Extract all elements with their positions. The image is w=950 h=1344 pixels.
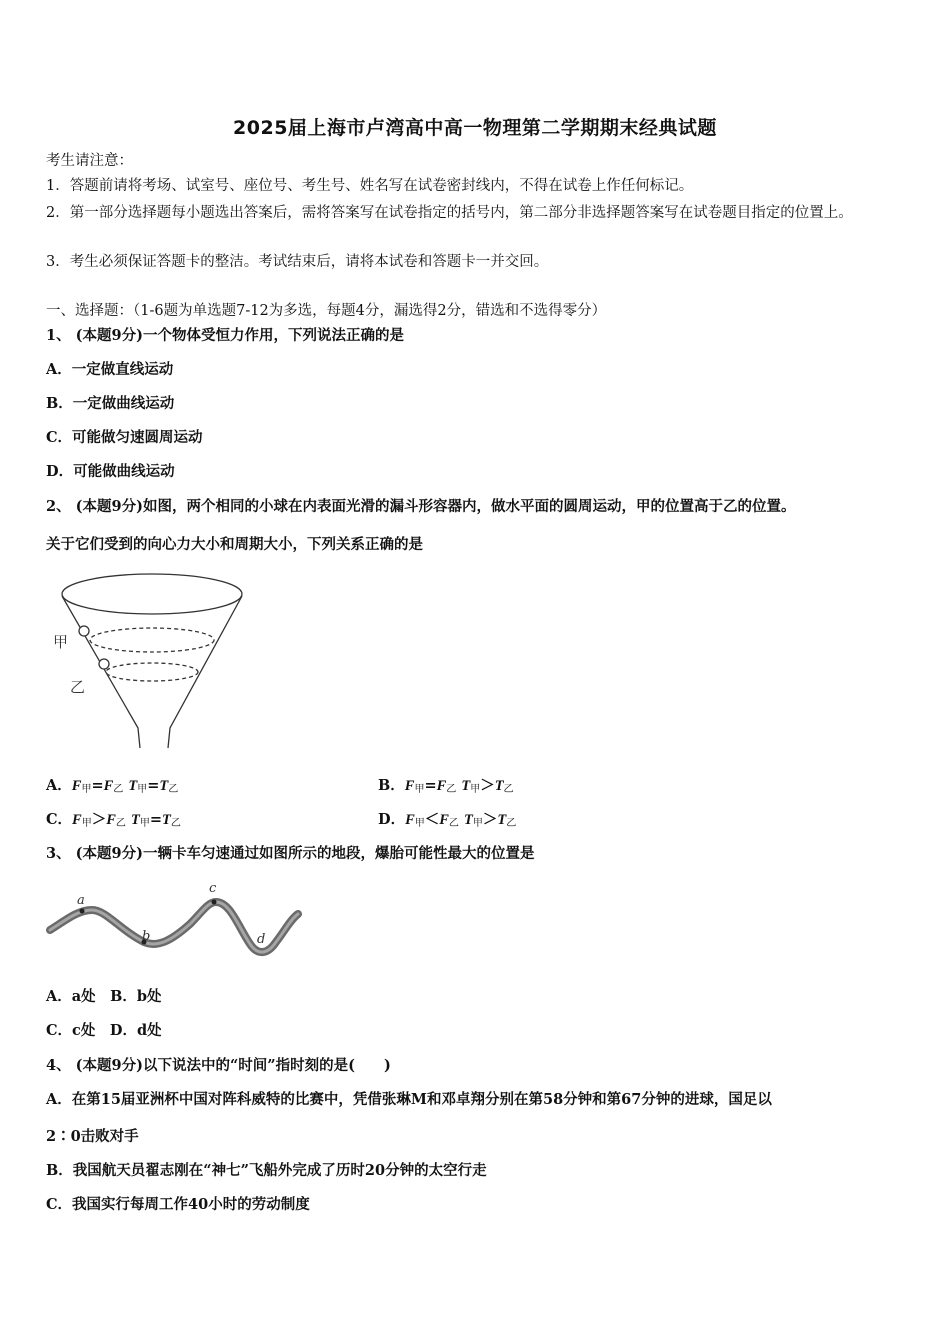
label-d: d [257, 932, 266, 947]
q2-option-c: C．$F_甲>F_乙$ $T_甲=T_乙$ [46, 811, 181, 829]
q4-option-c: C．我国实行每周工作40小时的劳动制度 [46, 1196, 310, 1213]
q4-option-a-line1: A．在第15届亚洲杯中国对阵科威特的比赛中，凭借张琳M和邓卓翔分别在第58分钟和第67分钟的进球，国足以 [46, 1091, 772, 1108]
funnel-right-wall [168, 596, 242, 748]
q1-option-d: D．可能做曲线运动 [46, 463, 175, 480]
q4-stem: 4、 (本题9分)以下说法中的“时间”指时刻的是( ) [46, 1057, 391, 1074]
notice-item-2: 2．第一部分选择题每小题选出答案后，需将答案写在试卷指定的括号内，第二部分非选择题答案写在试卷题目指定的位置上。 [46, 205, 853, 221]
q1-option-a: A．一定做直线运动 [46, 361, 174, 378]
q3-stem: 3、 (本题9分)一辆卡车匀速通过如图所示的地段，爆胎可能性最大的位置是 [46, 845, 535, 862]
label-yi: 乙 [70, 678, 86, 696]
q4-option-a-line2: 2∶0击败对手 [46, 1128, 139, 1145]
q2-option-a: A．$F_甲=F_乙$ $T_甲=T_乙$ [46, 777, 179, 795]
notice-item-1: 1．答题前请将考场、试室号、座位号、考生号、姓名写在试卷密封线内，不得在试卷上作任何标记。 [46, 178, 694, 194]
q2-stem-line2: 关于它们受到的向心力大小和周期大小，下列关系正确的是 [46, 536, 423, 553]
q3-options-line1: A．a处 B．b处 [46, 988, 162, 1005]
q4-option-b: B．我国航天员翟志刚在“神七”飞船外完成了历时20分钟的太空行走 [46, 1162, 487, 1179]
q1-option-b: B．一定做曲线运动 [46, 395, 175, 412]
road-figure [44, 876, 306, 968]
ball-yi [99, 659, 109, 669]
q3-options-line2: C．c处 D．d处 [46, 1022, 162, 1039]
label-jia: 甲 [53, 633, 69, 651]
notice-item-3: 3．考生必须保证答题卡的整洁。考试结束后，请将本试卷和答题卡一并交回。 [46, 254, 549, 270]
section-heading: 一、选择题：（1-6题为单选题7-12为多选，每题4分，漏选得2分，错选和不选得零分） [46, 303, 607, 319]
q2-option-b: B．$F_甲=F_乙$ $T_甲>T_乙$ [378, 777, 514, 795]
orbit-upper [90, 628, 214, 652]
point-c [212, 900, 217, 905]
label-a: a [77, 893, 85, 908]
orbit-lower [106, 663, 198, 681]
funnel-left-wall [62, 596, 140, 748]
q2-stem-line1: 2、 (本题9分)如图，两个相同的小球在内表面光滑的漏斗形容器内，做水平面的圆周运动，甲的位置高于乙的位置。 [46, 498, 796, 515]
funnel-rim [62, 574, 242, 614]
q1-option-c: C．可能做匀速圆周运动 [46, 429, 203, 446]
point-a [80, 909, 85, 914]
funnel-figure [48, 568, 258, 752]
q1-stem: 1、 (本题9分)一个物体受恒力作用，下列说法正确的是 [46, 327, 404, 344]
ball-jia [79, 626, 89, 636]
q2-option-d: D．$F_甲<F_乙$ $T_甲>T_乙$ [378, 811, 517, 829]
notice-heading: 考生请注意： [46, 153, 133, 169]
label-c: c [209, 881, 217, 896]
label-b: b [142, 929, 151, 944]
page-title: 2025届上海市卢湾高中高一物理第二学期期末经典试题 [233, 117, 717, 139]
